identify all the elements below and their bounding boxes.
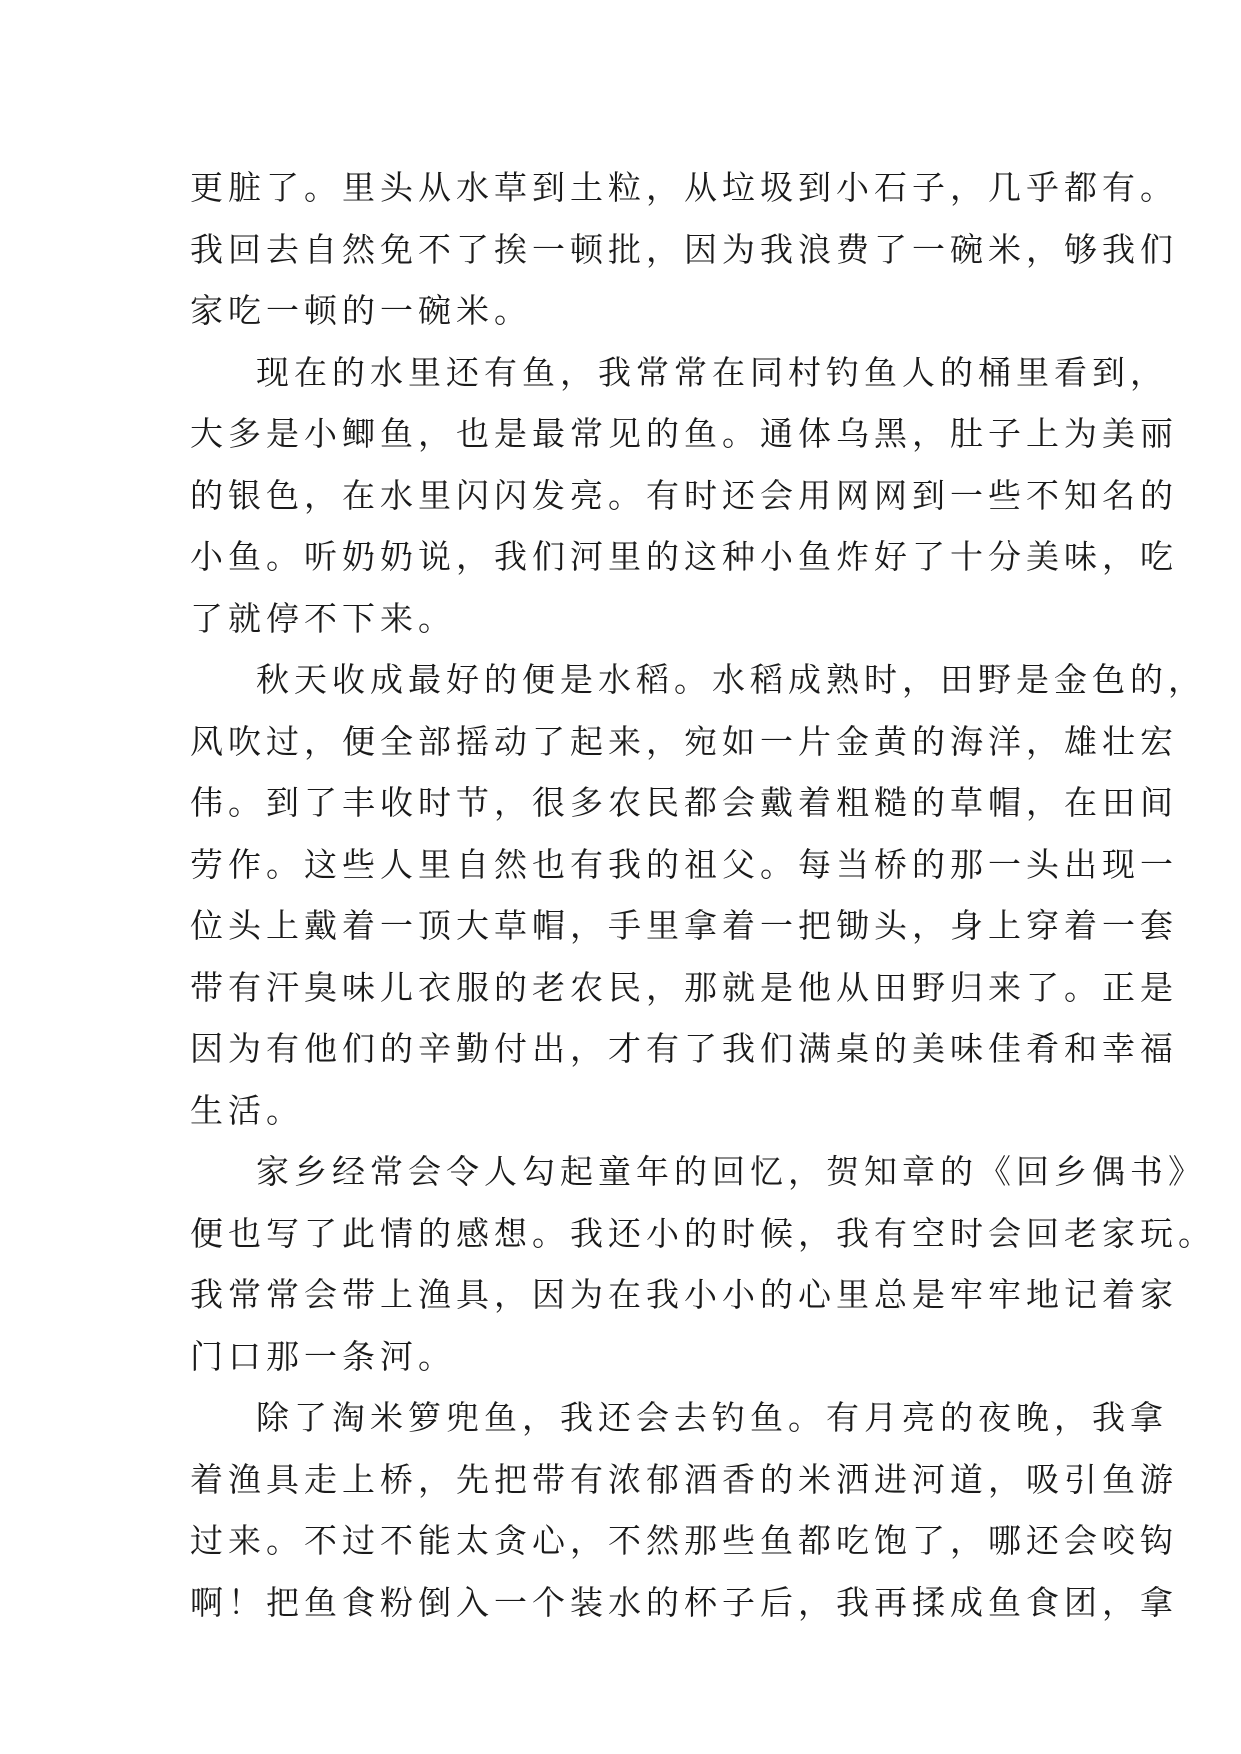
text-line: 风吹过，便全部摇动了起来，宛如一片金黄的海洋，雄壮宏 xyxy=(190,721,1178,761)
text-line: 便也写了此情的感想。我还小的时候，我有空时会回老家玩。 xyxy=(190,1213,1216,1253)
text-line: 门口那一条河。 xyxy=(190,1336,456,1376)
paragraph-start-line: 现在的水里还有鱼，我常常在同村钓鱼人的桶里看到， xyxy=(256,352,1168,392)
text-line: 啊！把鱼食粉倒入一个装水的杯子后，我再揉成鱼食团，拿 xyxy=(190,1582,1178,1622)
text-line: 了就停不下来。 xyxy=(190,598,456,638)
text-line: 带有汗臭味儿衣服的老农民，那就是他从田野归来了。正是 xyxy=(190,967,1178,1007)
text-line: 小鱼。听奶奶说，我们河里的这种小鱼炸好了十分美味，吃 xyxy=(190,537,1178,576)
paragraph-start-line: 家乡经常会令人勾起童年的回忆，贺知章的《回乡偶书》 xyxy=(256,1152,1206,1191)
text-line: 着渔具走上桥，先把带有浓郁酒香的米洒进河道，吸引鱼游 xyxy=(190,1459,1178,1499)
text-line: 更脏了。里头从水草到土粒，从垃圾到小石子，几乎都有。 xyxy=(190,168,1178,207)
text-line: 过来。不过不能太贪心，不然那些鱼都吃饱了，哪还会咬钩 xyxy=(190,1521,1178,1560)
text-line: 的银色，在水里闪闪发亮。有时还会用网网到一些不知名的 xyxy=(190,475,1178,515)
text-line: 伟。到了丰收时节，很多农民都会戴着粗糙的草帽，在田间 xyxy=(190,783,1178,822)
text-line: 因为有他们的辛勤付出，才有了我们满桌的美味佳肴和幸福 xyxy=(190,1029,1178,1068)
text-line: 位头上戴着一顶大草帽，手里拿着一把锄头，身上穿着一套 xyxy=(190,906,1178,945)
text-line: 家吃一顿的一碗米。 xyxy=(190,291,532,330)
text-line: 我回去自然免不了挨一顿批，因为我浪费了一碗米，够我们 xyxy=(190,229,1178,269)
text-line: 大多是小鲫鱼，也是最常见的鱼。通体乌黑，肚子上为美丽 xyxy=(190,414,1178,453)
paragraph-start-line: 秋天收成最好的便是水稻。水稻成熟时，田野是金色的， xyxy=(256,660,1206,699)
text-line: 我常常会带上渔具，因为在我小小的心里总是牢牢地记着家 xyxy=(190,1275,1178,1314)
text-line: 生活。 xyxy=(190,1090,304,1130)
essay-body xyxy=(190,157,1216,1633)
paragraph-start-line: 除了淘米箩兜鱼，我还会去钓鱼。有月亮的夜晚，我拿 xyxy=(256,1398,1168,1437)
text-line: 劳作。这些人里自然也有我的祖父。每当桥的那一头出现一 xyxy=(190,844,1178,884)
